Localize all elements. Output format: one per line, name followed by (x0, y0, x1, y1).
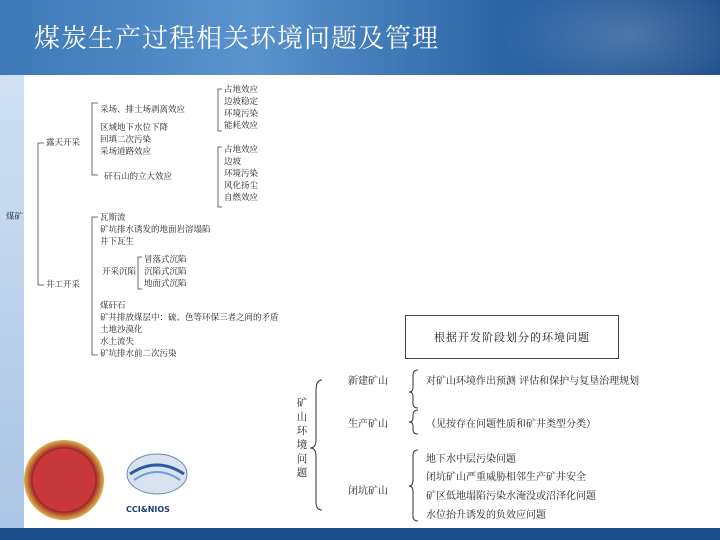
emblem-logo (24, 440, 104, 520)
stage-new-item: 对矿山环境作出预测 评估和保护与复垦治理规划 (426, 376, 640, 387)
tree-surface-item: 采场道路效应 (100, 147, 152, 157)
stage-production: 生产矿山 (348, 419, 388, 430)
vtitle-char: 题 (296, 467, 308, 479)
header-bar (0, 0, 720, 75)
tree-ug-item: 瓦斯流 (100, 213, 126, 223)
tree-g2-item: 自燃效应 (224, 193, 259, 203)
tree-g1-item: 边坡稳定 (224, 97, 259, 107)
tree-g1-item: 占地效应 (224, 85, 259, 95)
mine-env-panel (286, 360, 720, 532)
tree-surface-label: 露天开采 (46, 138, 81, 148)
tree-root: 煤矿 (6, 212, 24, 222)
tree-surface-item: 区域地下水位下降 (100, 123, 169, 133)
tree-ug-item: 矿井排放煤层中：硫、色等环保三者之间的矛盾 (100, 313, 279, 323)
cci-logo (112, 450, 202, 510)
left-band (0, 75, 24, 540)
tree-g2-item: 风化扬尘 (224, 181, 259, 191)
stage-closed-item: 水位抬升诱发的负效应问题 (426, 510, 546, 521)
tree-surface-group1: 采场、排土场剥离效应 (100, 105, 186, 115)
vtitle-char: 山 (296, 411, 308, 423)
tree-ug-item: 煤矸石 (100, 301, 126, 311)
tree-g2-item: 环境污染 (224, 169, 259, 179)
stage-box: 根据开发阶段划分的环境问题 (405, 315, 619, 359)
vtitle-char: 环 (296, 425, 308, 437)
stage-new: 新建矿山 (348, 376, 388, 387)
footer-bar (0, 528, 720, 540)
stage-closed: 闭坑矿山 (348, 486, 388, 497)
vtitle-char: 矿 (296, 397, 308, 409)
tree-surface-item: 回填二次污染 (100, 135, 152, 145)
tree-underground-label: 井工开采 (46, 280, 81, 290)
stage-production-item: （见按存在问题性质和矿井类型分类） (426, 419, 596, 430)
tree-ug-item: 井下瓦生 (100, 237, 135, 247)
tree-settle-item: 地面式沉陷 (144, 279, 187, 289)
vtitle-char: 境 (296, 439, 308, 451)
tree-g2-item: 占地效应 (224, 145, 259, 155)
tree-ug-group: 开采沉陷 (102, 267, 137, 277)
tree-g1-item: 能耗效应 (224, 121, 259, 131)
tree-settle-item: 沉陷式沉陷 (144, 267, 187, 277)
tree-surface-group2: 矸石山的立大效应 (104, 172, 173, 182)
tree-g2-item: 边坡 (224, 157, 242, 167)
page-title: 煤炭生产过程相关环境问题及管理 (34, 24, 440, 54)
tree-g1-item: 环境污染 (224, 109, 259, 119)
vtitle-char: 问 (296, 453, 308, 465)
tree-ug-item: 水土流失 (100, 337, 135, 347)
tree-ug-item: 土地沙漠化 (100, 325, 143, 335)
cci-logo-text: CCI&NIOS (126, 505, 170, 514)
tree-ug-item: 矿坑排水诱发的地面岩溶塌陷 (100, 225, 211, 235)
stage-closed-item: 地下水中层污染问题 (426, 454, 516, 465)
tree-settle-item: 冒落式沉陷 (144, 255, 187, 265)
stage-closed-item: 矿区低地塌陷污染水淹没或沼泽化问题 (426, 491, 596, 502)
stage-closed-item: 闭坑矿山严重威胁相邻生产矿井安全 (426, 472, 586, 483)
tree-ug-item: 矿坑排水前二次污染 (100, 349, 177, 359)
